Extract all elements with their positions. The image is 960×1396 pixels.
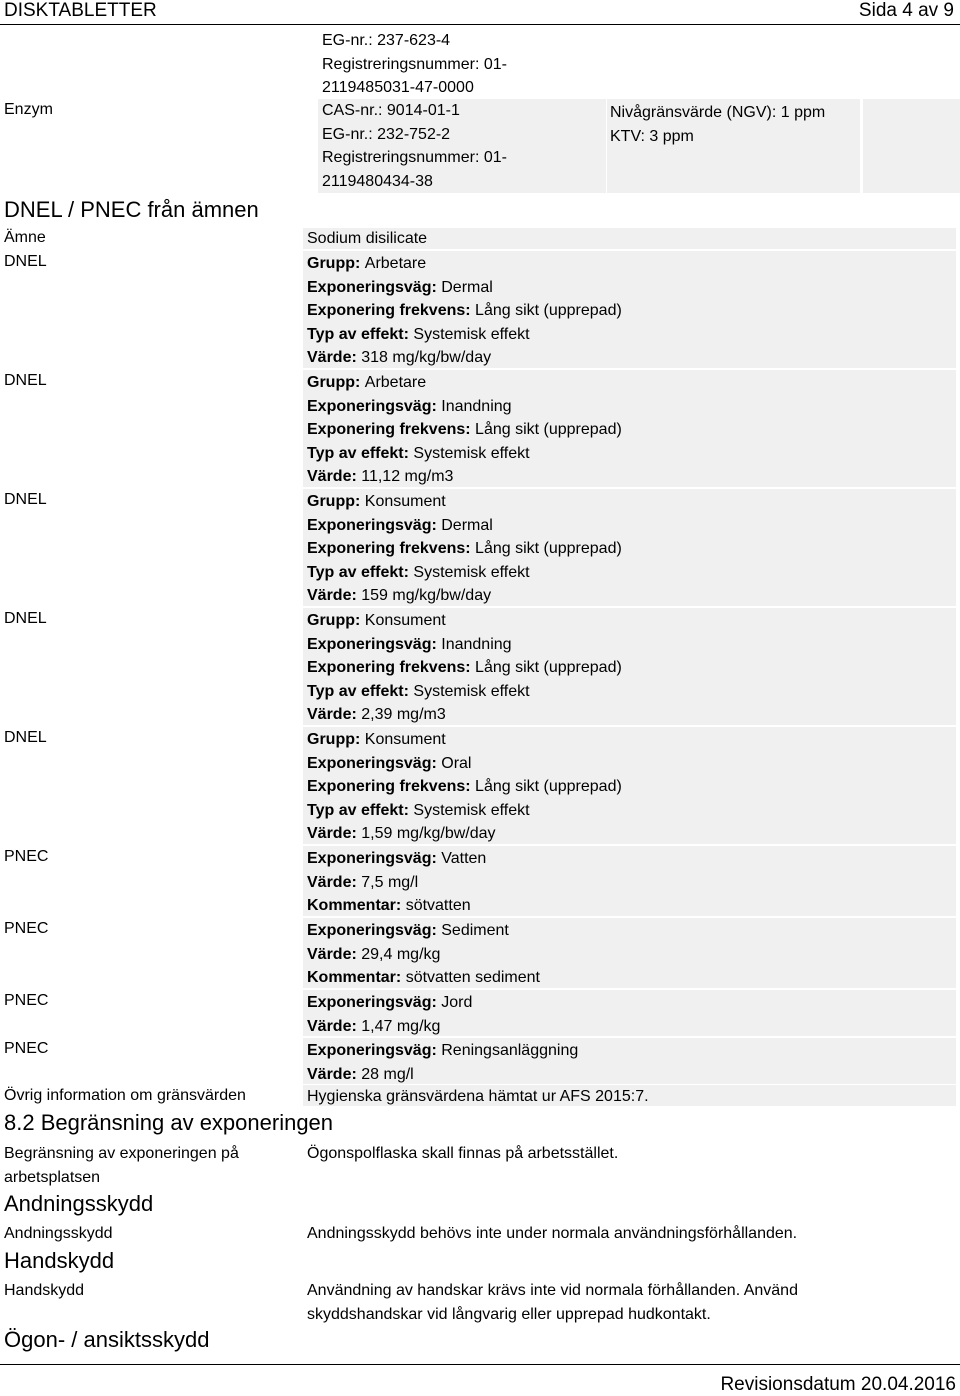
field-line [307,871,486,895]
field-line [307,822,622,846]
field-key: Typ av effekt: [307,325,414,343]
field-value: Dermal [441,516,493,534]
field-key: Värde: [307,825,362,842]
field-key: Värde: [307,706,362,723]
field-line [307,775,622,799]
field-value: Oral [441,754,472,772]
registration-number-cont: 2119480434-38 [322,172,433,190]
section-title-8-2: 8.2 Begränsning av exponeringen [4,1110,334,1135]
field-line [307,728,622,752]
field-value: Konsument [364,493,446,510]
row-type-label: DNEL [4,491,47,508]
field-line [307,276,622,300]
other-info-value: Hygienska gränsvärdena hämtat ur AFS 2015:7. [307,1088,649,1105]
field-line [307,656,622,680]
previous-identifiers [322,29,604,100]
field-key: Grupp: [307,731,365,748]
workplace-label-line-2: arbetsplatsen [4,1168,101,1186]
row-fields [307,252,622,370]
field-value: Inandning [441,635,512,653]
field-value: Arbetare [364,255,427,272]
eg-number: EG-nr.: 237-623-4 [322,32,451,49]
field-line [307,703,622,727]
field-line [307,1039,578,1063]
field-key: Grupp: [307,374,365,391]
field-value: Lång sikt (upprepad) [475,659,622,676]
field-key: Exponeringsväg: [307,922,442,939]
field-key: Värde: [307,587,362,604]
field-key: Exponeringsväg: [307,397,442,415]
row-fields [307,1039,578,1086]
field-value: 1,59 mg/kg/bw/day [361,825,496,842]
field-value: sötvatten [405,897,471,914]
field-key: Kommentar: [307,969,406,986]
field-line [307,894,486,918]
workplace-label-line-1: Begränsning av exponeringen på [4,1145,239,1162]
field-key: Värde: [307,349,362,366]
field-line [307,1015,472,1039]
respiratory-label: Andningsskydd [4,1225,113,1242]
enzyme-identifiers [322,99,604,193]
field-key: Typ av effekt: [307,444,414,462]
field-line [307,680,622,704]
field-value: Lång sikt (upprepad) [475,302,622,319]
footer-divider [0,1364,960,1365]
field-key: Värde: [307,1017,362,1035]
field-value: 11,12 mg/m3 [361,468,454,485]
revision-date: Revisionsdatum 20.04.2016 [720,1374,956,1395]
field-value: Systemisk effekt [413,563,530,581]
row-type-label: PNEC [4,992,49,1009]
workplace-label [4,1142,239,1189]
enzyme-label: Enzym [4,101,53,118]
field-value: 7,5 mg/l [361,873,419,891]
field-line [307,609,622,633]
field-value: 29,4 mg/kg [361,945,441,963]
row-type-label: PNEC [4,1040,49,1057]
field-value: Reningsanläggning [441,1042,579,1059]
row-type-label: PNEC [4,920,49,937]
field-value: Systemisk effekt [413,444,530,462]
enzyme-limits [610,101,825,148]
page-number: Sida 4 av 9 [858,0,954,21]
eye-face-heading: Ögon- / ansiktsskydd [4,1327,210,1352]
field-key: Exponeringsväg: [307,1042,442,1059]
field-key: Exponering frekvens: [307,421,476,438]
field-value: Lång sikt (upprepad) [475,540,622,557]
row-fields [307,371,622,489]
ngv-limit: Nivågränsvärde (NGV): 1 ppm [610,104,826,121]
field-value: Sediment [441,922,509,939]
field-line [307,323,622,347]
hand-label: Handskydd [4,1282,85,1299]
field-key: Exponering frekvens: [307,302,476,319]
row-fields [307,847,486,918]
eg-number: EG-nr.: 232-752-2 [322,125,451,143]
hand-heading: Handskydd [4,1248,115,1273]
row-type-label: PNEC [4,848,49,865]
field-line [307,847,486,871]
row-type-label: DNEL [4,253,47,270]
respiratory-heading: Andningsskydd [4,1191,154,1216]
header-divider [0,24,960,25]
field-line [307,991,472,1015]
field-line [307,799,622,823]
field-value: 159 mg/kg/bw/day [361,587,492,604]
field-key: Exponeringsväg: [307,994,442,1011]
row-fields [307,919,540,990]
field-key: Exponering frekvens: [307,659,476,676]
field-value: Systemisk effekt [413,801,530,819]
field-key: Exponering frekvens: [307,778,476,795]
field-value: Konsument [364,731,446,748]
field-key: Värde: [307,945,362,963]
other-info-label: Övrig information om gränsvärden [4,1087,246,1104]
field-key: Värde: [307,468,362,485]
field-line [307,514,622,538]
field-value: Arbetare [364,374,427,391]
field-value: 2,39 mg/m3 [361,706,446,723]
field-key: Exponering frekvens: [307,540,476,557]
field-key: Grupp: [307,493,365,510]
field-value: Lång sikt (upprepad) [475,778,622,795]
row-fields [307,609,622,727]
field-line [307,584,622,608]
registration-number: Registreringsnummer: 01- [322,149,507,166]
field-value: Lång sikt (upprepad) [475,421,622,438]
field-line [307,752,622,776]
row-fields [307,490,622,608]
field-key: Exponeringsväg: [307,754,442,772]
field-value: Vatten [441,850,487,867]
field-value: 28 mg/l [361,1065,414,1083]
field-value: Systemisk effekt [413,682,530,700]
field-line [307,490,622,514]
field-value: 1,47 mg/kg [361,1017,441,1035]
field-line [307,442,622,466]
section-title-dnel-pnec: DNEL / PNEC från ämnen [4,197,259,222]
field-line [307,371,622,395]
row-type-label: DNEL [4,729,47,746]
field-line [307,252,622,276]
respiratory-value: Andningsskydd behövs inte under normala användningsförhållanden. [307,1225,798,1242]
field-line [307,537,622,561]
workplace-value: Ögonspolflaska skall finnas på arbetsstället. [307,1145,619,1162]
cas-number: CAS-nr.: 9014-01-1 [322,102,460,119]
field-value: Systemisk effekt [413,325,530,343]
field-line [307,299,622,323]
field-line [307,465,622,489]
field-key: Kommentar: [307,897,406,914]
substance-value: Sodium disilicate [307,230,428,247]
field-key: Grupp: [307,255,365,272]
field-key: Värde: [307,1065,362,1083]
field-key: Typ av effekt: [307,682,414,700]
field-line [307,919,540,943]
field-line [307,1063,578,1087]
field-value: 318 mg/kg/bw/day [361,349,492,366]
field-line [307,633,622,657]
row-type-label: DNEL [4,610,47,627]
field-value: Konsument [364,612,446,629]
field-key: Grupp: [307,612,365,629]
field-line [307,395,622,419]
hand-value-line-1: Användning av handskar krävs inte vid normala förhållanden. Använd [307,1282,798,1299]
field-value: Jord [441,994,473,1011]
row-type-label: DNEL [4,372,47,389]
field-line [307,966,540,990]
field-value: Inandning [441,397,512,415]
row-fields [307,728,622,846]
field-key: Exponeringsväg: [307,635,442,653]
substance-label: Ämne [4,229,46,246]
field-value: Dermal [441,278,493,296]
registration-number: Registreringsnummer: 01- [322,55,507,73]
field-line [307,346,622,370]
field-key: Exponeringsväg: [307,278,442,296]
enzyme-extra-cell [863,99,960,193]
hand-value-line-2: skyddshandskar vid långvarig eller upprepad hudkontakt. [307,1305,711,1323]
field-key: Typ av effekt: [307,563,414,581]
document-title: DISKTABLETTER [4,0,157,21]
field-line [307,561,622,585]
field-value: sötvatten sediment [405,969,540,986]
field-line [307,943,540,967]
field-key: Typ av effekt: [307,801,414,819]
hand-value [307,1279,798,1326]
field-key: Värde: [307,873,362,891]
field-key: Exponeringsväg: [307,516,442,534]
ktv-limit: KTV: 3 ppm [610,127,694,145]
field-line [307,418,622,442]
row-fields [307,991,472,1038]
field-key: Exponeringsväg: [307,850,442,867]
registration-number-cont: 2119485031-47-0000 [322,79,474,96]
